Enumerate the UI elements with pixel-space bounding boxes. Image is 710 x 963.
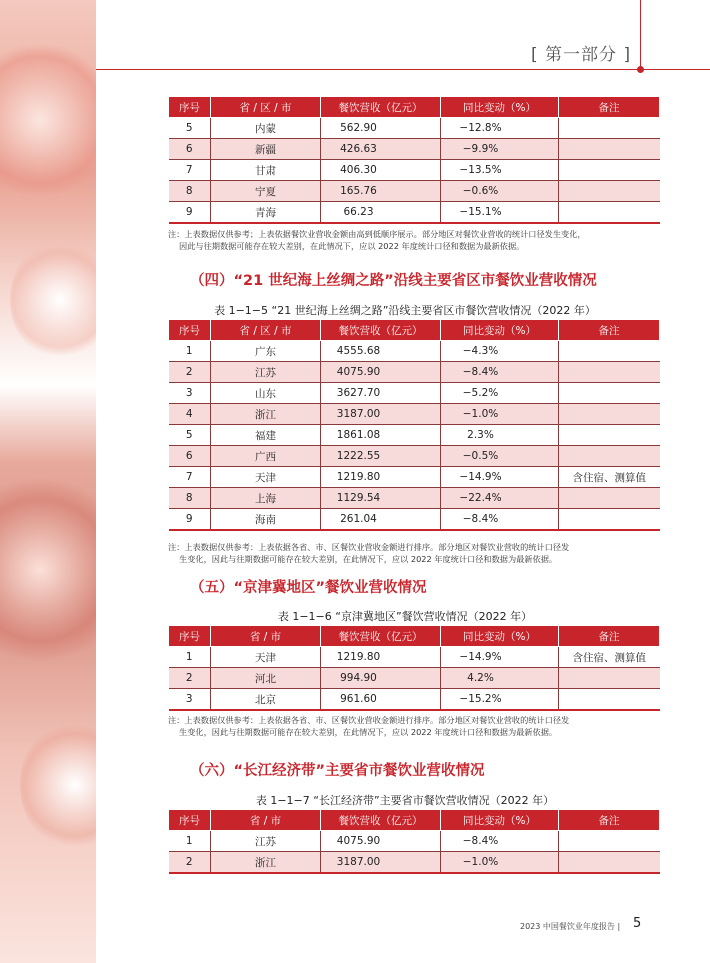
- cell-remark: [559, 202, 660, 224]
- cell-revenue: 1219.80: [321, 647, 441, 668]
- cell-remark: [559, 404, 660, 425]
- cell-change: −1.0%: [441, 852, 559, 874]
- table-caption: 表 1−1−6 “京津冀地区”餐饮营收情况（2022 年）: [277, 610, 533, 623]
- cell-remark: [559, 362, 660, 383]
- table-row: [169, 852, 660, 874]
- cell-change: −22.4%: [441, 488, 559, 509]
- table-caption: 表 1−1−5 “21 世纪海上丝绸之路”沿线主要省区市餐饮营收情况（2022 年）: [214, 304, 596, 317]
- cell-change: −8.4%: [441, 831, 559, 852]
- table-header-row: [169, 97, 660, 118]
- cell-revenue: 426.63: [321, 139, 441, 160]
- cell-region: 天津: [211, 467, 321, 488]
- cell-change: −0.5%: [441, 446, 559, 467]
- section-title: （四）“21 世纪海上丝绸之路”沿线主要省区市餐饮业营收情况: [190, 273, 597, 289]
- table-row: [169, 446, 660, 467]
- cell-index: 7: [169, 467, 211, 488]
- cell-change: −5.2%: [441, 383, 559, 404]
- cell-region: 北京: [211, 689, 321, 711]
- cell-change: −9.9%: [441, 139, 559, 160]
- table-row: [169, 118, 660, 139]
- cell-revenue: 261.04: [321, 509, 441, 531]
- note-line: 因此与往期数据可能存在较大差别，在此情况下，应以 2022 年度统计口径和数据为最新依据。: [179, 241, 525, 251]
- col-header: 同比变动（%）: [441, 97, 559, 118]
- cell-revenue: 4555.68: [321, 341, 441, 362]
- table-row: [169, 341, 660, 362]
- cell-remark: [559, 831, 660, 852]
- col-header: 同比变动（%）: [441, 320, 559, 341]
- col-header: 同比变动（%）: [441, 810, 559, 831]
- cell-revenue: 66.23: [321, 202, 441, 224]
- header-vertical-rule: [640, 0, 641, 69]
- section-title: （五）“京津冀地区”餐饮业营收情况: [190, 580, 427, 596]
- cell-change: −13.5%: [441, 160, 559, 181]
- cell-remark: [559, 139, 660, 160]
- cell-remark: [559, 509, 660, 531]
- cell-region: 河北: [211, 668, 321, 689]
- table-row: [169, 831, 660, 852]
- col-header: 序号: [169, 320, 211, 341]
- col-header: 省 / 市: [211, 810, 321, 831]
- cell-revenue: 3627.70: [321, 383, 441, 404]
- table-note: [168, 714, 648, 738]
- cell-revenue: 1219.80: [321, 467, 441, 488]
- cell-region: 江苏: [211, 362, 321, 383]
- cell-change: 4.2%: [441, 668, 559, 689]
- decorative-photo-strip: [0, 0, 96, 963]
- cell-index: 1: [169, 831, 211, 852]
- note-line: 注：上表数据仅供参考：上表依据各省、市、区餐饮业营收金额进行排序。部分地区对餐饮业营收的统计口径发: [168, 715, 570, 725]
- cell-region: 山东: [211, 383, 321, 404]
- col-header: 备注: [559, 810, 660, 831]
- cell-index: 2: [169, 668, 211, 689]
- table-row: [169, 425, 660, 446]
- cell-revenue: 165.76: [321, 181, 441, 202]
- cell-remark: 含住宿、测算值: [559, 467, 660, 488]
- cell-remark: [559, 160, 660, 181]
- table-row: [169, 689, 660, 711]
- cell-change: −1.0%: [441, 404, 559, 425]
- cell-change: −8.4%: [441, 362, 559, 383]
- cell-revenue: 3187.00: [321, 852, 441, 874]
- cell-change: −12.8%: [441, 118, 559, 139]
- table-row: [169, 488, 660, 509]
- cell-revenue: 1222.55: [321, 446, 441, 467]
- cell-region: 广东: [211, 341, 321, 362]
- col-header: 序号: [169, 810, 211, 831]
- table-row: [169, 404, 660, 425]
- cell-change: −15.1%: [441, 202, 559, 224]
- col-header: 序号: [169, 97, 211, 118]
- cell-remark: [559, 446, 660, 467]
- note-line: 生变化，因此与往期数据可能存在较大差别，在此情况下，应以 2022 年度统计口径和数据为最新依据。: [179, 554, 558, 564]
- cell-index: 5: [169, 118, 211, 139]
- cell-change: −14.9%: [441, 467, 559, 488]
- cell-remark: [559, 852, 660, 874]
- table-row: [169, 509, 660, 531]
- cell-remark: [559, 668, 660, 689]
- cell-region: 上海: [211, 488, 321, 509]
- cell-change: −8.4%: [441, 509, 559, 531]
- cell-remark: [559, 118, 660, 139]
- cell-index: 7: [169, 160, 211, 181]
- col-header: 餐饮营收（亿元）: [321, 97, 441, 118]
- col-header: 省 / 市: [211, 626, 321, 647]
- cell-region: 内蒙: [211, 118, 321, 139]
- note-line: 生变化，因此与往期数据可能存在较大差别，在此情况下，应以 2022 年度统计口径和数据为最新依据。: [179, 727, 558, 737]
- cell-change: 2.3%: [441, 425, 559, 446]
- table-header-row: [169, 320, 660, 341]
- col-header: 餐饮营收（亿元）: [321, 626, 441, 647]
- cell-revenue: 4075.90: [321, 362, 441, 383]
- cell-index: 3: [169, 689, 211, 711]
- header-rule: [96, 69, 710, 70]
- cell-revenue: 961.60: [321, 689, 441, 711]
- cell-remark: [559, 341, 660, 362]
- cell-region: 海南: [211, 509, 321, 531]
- cell-remark: [559, 181, 660, 202]
- cell-change: −4.3%: [441, 341, 559, 362]
- cell-remark: [559, 425, 660, 446]
- cell-index: 6: [169, 139, 211, 160]
- section-title: （六）“长江经济带”主要省市餐饮业营收情况: [190, 763, 485, 779]
- col-header: 餐饮营收（亿元）: [321, 320, 441, 341]
- table-row: [169, 160, 660, 181]
- cell-change: −15.2%: [441, 689, 559, 711]
- cell-index: 8: [169, 488, 211, 509]
- col-header: 备注: [559, 97, 660, 118]
- cell-change: −14.9%: [441, 647, 559, 668]
- cell-region: 浙江: [211, 852, 321, 874]
- table-regions-continued: [168, 96, 660, 224]
- table-row: [169, 181, 660, 202]
- table-row: [169, 647, 660, 668]
- table-row: [169, 668, 660, 689]
- table-note: [168, 228, 648, 252]
- cell-region: 福建: [211, 425, 321, 446]
- cell-region: 广西: [211, 446, 321, 467]
- cell-revenue: 994.90: [321, 668, 441, 689]
- col-header: 同比变动（%）: [441, 626, 559, 647]
- cell-index: 9: [169, 202, 211, 224]
- cell-revenue: 562.90: [321, 118, 441, 139]
- cell-index: 8: [169, 181, 211, 202]
- cell-region: 天津: [211, 647, 321, 668]
- cell-region: 新疆: [211, 139, 321, 160]
- cell-index: 9: [169, 509, 211, 531]
- col-header: 餐饮营收（亿元）: [321, 810, 441, 831]
- table-row: [169, 139, 660, 160]
- cell-remark: [559, 689, 660, 711]
- page-number: 5: [633, 916, 642, 931]
- table-row: [169, 383, 660, 404]
- table-header-row: [169, 810, 660, 831]
- cell-index: 1: [169, 341, 211, 362]
- cell-revenue: 1129.54: [321, 488, 441, 509]
- col-header: 省 / 区 / 市: [211, 97, 321, 118]
- cell-index: 2: [169, 852, 211, 874]
- table-note: [168, 541, 648, 565]
- cell-revenue: 4075.90: [321, 831, 441, 852]
- cell-region: 浙江: [211, 404, 321, 425]
- table-row: [169, 202, 660, 224]
- cell-index: 2: [169, 362, 211, 383]
- table-row: [169, 467, 660, 488]
- cell-index: 6: [169, 446, 211, 467]
- table-header-row: [169, 626, 660, 647]
- header-dot: [637, 66, 644, 73]
- cell-region: 甘肃: [211, 160, 321, 181]
- table-maritime-silk-road: [168, 319, 660, 531]
- cell-revenue: 3187.00: [321, 404, 441, 425]
- table-jingjinji: [168, 625, 660, 711]
- cell-index: 4: [169, 404, 211, 425]
- cell-revenue: 406.30: [321, 160, 441, 181]
- cell-index: 3: [169, 383, 211, 404]
- part-label: [ 第一部分 ]: [531, 45, 632, 65]
- cell-change: −0.6%: [441, 181, 559, 202]
- table-yangtze-economic-belt: [168, 809, 660, 874]
- note-line: 注：上表数据仅供参考；上表依据餐饮业营收金额由高到低顺序展示。部分地区对餐饮业营收的统计口径发生变化，: [168, 229, 586, 239]
- table-caption: 表 1−1−7 “长江经济带”主要省市餐饮营收情况（2022 年）: [255, 794, 555, 807]
- cell-index: 5: [169, 425, 211, 446]
- col-header: 序号: [169, 626, 211, 647]
- cell-remark: 含住宿、测算值: [559, 647, 660, 668]
- cell-region: 宁夏: [211, 181, 321, 202]
- cell-region: 青海: [211, 202, 321, 224]
- col-header: 备注: [559, 626, 660, 647]
- cell-region: 江苏: [211, 831, 321, 852]
- cell-remark: [559, 488, 660, 509]
- table-row: [169, 362, 660, 383]
- col-header: 备注: [559, 320, 660, 341]
- cell-revenue: 1861.08: [321, 425, 441, 446]
- note-line: 注：上表数据仅供参考：上表依据各省、市、区餐饮业营收金额进行排序。部分地区对餐饮业营收的统计口径发: [168, 542, 570, 552]
- footer-report-title: 2023 中国餐饮业年度报告 |: [520, 922, 621, 931]
- col-header: 省 / 区 / 市: [211, 320, 321, 341]
- cell-index: 1: [169, 647, 211, 668]
- cell-remark: [559, 383, 660, 404]
